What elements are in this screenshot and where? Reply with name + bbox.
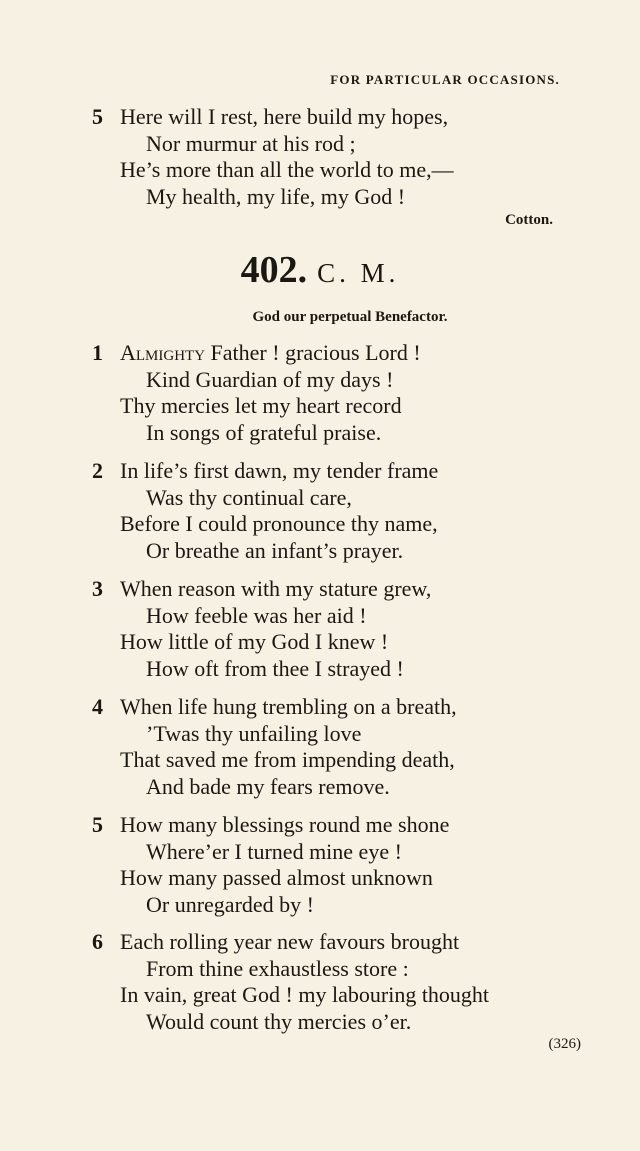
verse-line: In songs of grateful praise. (146, 419, 382, 445)
verse-line: Or unregarded by ! (146, 891, 314, 917)
hymn-verse-1 (92, 340, 592, 446)
verse-line: Where’er I turned mine eye ! (146, 838, 402, 864)
hymn-verse-5 (92, 812, 592, 918)
first-word: Almighty (120, 340, 206, 365)
verse-number: 5 (92, 812, 103, 837)
verse-line: Would count thy mercies o’er. (146, 1008, 412, 1034)
hymn-header (0, 248, 640, 292)
verse-number: 6 (92, 929, 103, 954)
verse-line: Each rolling year new favours brought (120, 929, 460, 954)
verse-line: Before I could pronounce thy name, (120, 511, 438, 536)
verse-line (92, 340, 592, 367)
verse-line: In vain, great God ! my labouring thought (120, 982, 490, 1007)
hymn-verse-2 (92, 458, 592, 564)
page-number: (326) (548, 1036, 581, 1052)
verse-line: In life’s first dawn, my tender frame (120, 458, 439, 483)
verse-number: 5 (92, 104, 103, 129)
verse-line: From thine exhaustless store : (146, 955, 409, 981)
verse-line: How little of my God I knew ! (120, 629, 389, 654)
verse-line: How many blessings round me shone (120, 812, 450, 837)
verse-line: Thy mercies let my heart record (120, 393, 402, 418)
verse-line: How oft from thee I strayed ! (146, 655, 404, 681)
verse-line: When life hung trembling on a breath, (120, 694, 457, 719)
verse-number: 2 (92, 458, 103, 483)
verse-line: ’Twas thy unfailing love (146, 720, 362, 746)
verse-line: Here will I rest, here build my hopes, (120, 104, 449, 129)
verse-line: Or breathe an infant’s prayer. (146, 537, 404, 563)
verse-line: My health, my life, my God ! (146, 183, 406, 209)
verse-line: He’s more than all the world to me,— (120, 157, 454, 182)
verse-number: 1 (92, 340, 103, 365)
hymn-verse-3 (92, 576, 592, 682)
author-attribution: Cotton. (505, 212, 553, 228)
prev-hymn-verse-5 (92, 104, 592, 210)
verse-number: 3 (92, 576, 103, 601)
verse-line: And bade my fears remove. (146, 773, 390, 799)
hymn-verse-6 (92, 929, 592, 1035)
verse-line: How feeble was her aid ! (146, 602, 367, 628)
hymn-verse-4 (92, 694, 592, 800)
hymn-title: God our perpetual Benefactor. (252, 309, 448, 325)
verse-line: Nor murmur at his rod ; (146, 130, 356, 156)
verse-number: 4 (92, 694, 103, 719)
verse-line: How many passed almost unknown (120, 865, 433, 890)
hymn-number: 402. (240, 249, 308, 291)
verse-line: When reason with my stature grew, (120, 576, 432, 601)
hymn-meter: C. M. (317, 258, 400, 288)
running-head: FOR PARTICULAR OCCASIONS. (330, 72, 560, 87)
verse-line: Kind Guardian of my days ! (146, 366, 394, 392)
verse-line: Was thy continual care, (146, 484, 352, 510)
first-line-rest: Father ! gracious Lord ! (205, 340, 421, 365)
verse-line: That saved me from impending death, (120, 747, 455, 772)
